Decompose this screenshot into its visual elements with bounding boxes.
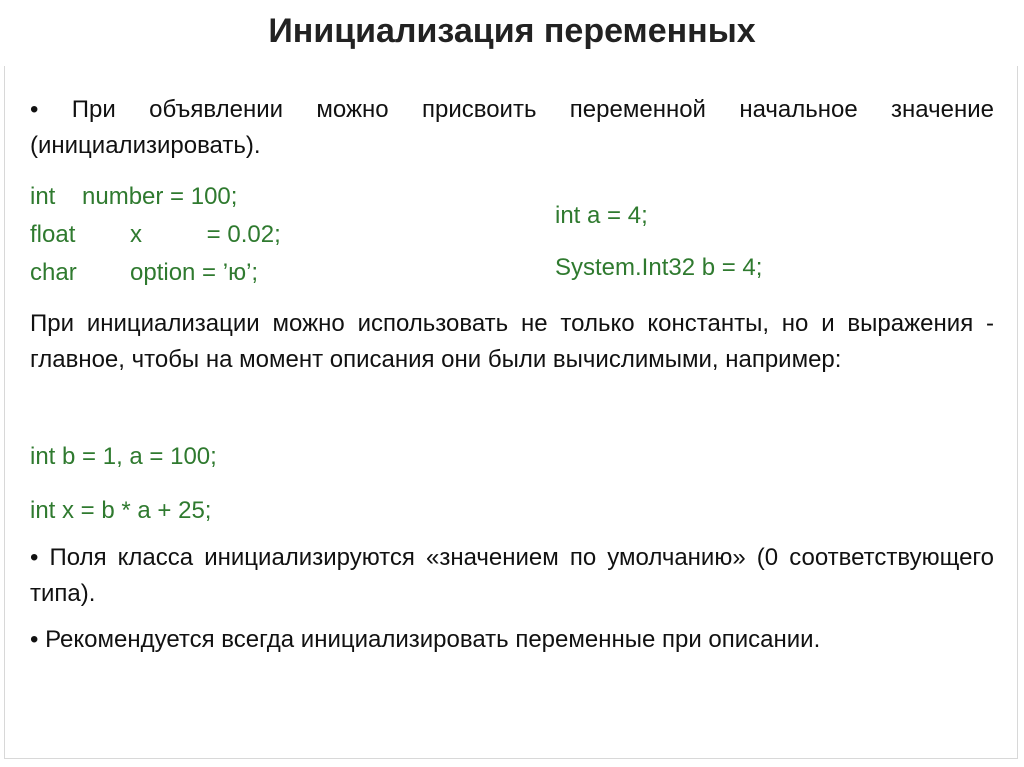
code-line-system-int32: System.Int32 b = 4; (555, 254, 763, 281)
code-right (555, 190, 762, 294)
recommend-bullet: • Рекомендуется всегда инициализировать переменные при описании. (30, 626, 821, 653)
expressions-paragraph: При инициализации можно использовать не только константы, но и выражения - главное, чтобы на момент описания они были вычислимыми, например: (30, 310, 994, 373)
code-expressions (30, 430, 217, 538)
code-line-int: int number = 100; (30, 183, 238, 210)
code-line-float: float x = 0.02; (30, 221, 281, 248)
code-line-expr-1: int b = 1, a = 100; (30, 443, 217, 470)
fields-bullet: • Поля класса инициализируются «значением по умолчанию» (0 соответствующего типа). (30, 544, 994, 607)
code-declarations (30, 178, 281, 292)
code-line-char: char option = ’ю’; (30, 259, 259, 286)
code-line-expr-2: int x = b * a + 25; (30, 497, 212, 524)
code-line-int-a: int a = 4; (555, 202, 648, 229)
intro-bullet: • При объявлении можно присвоить переменной начальное значение (инициализировать). (30, 96, 994, 159)
slide-title: Инициализация переменных (268, 12, 756, 50)
